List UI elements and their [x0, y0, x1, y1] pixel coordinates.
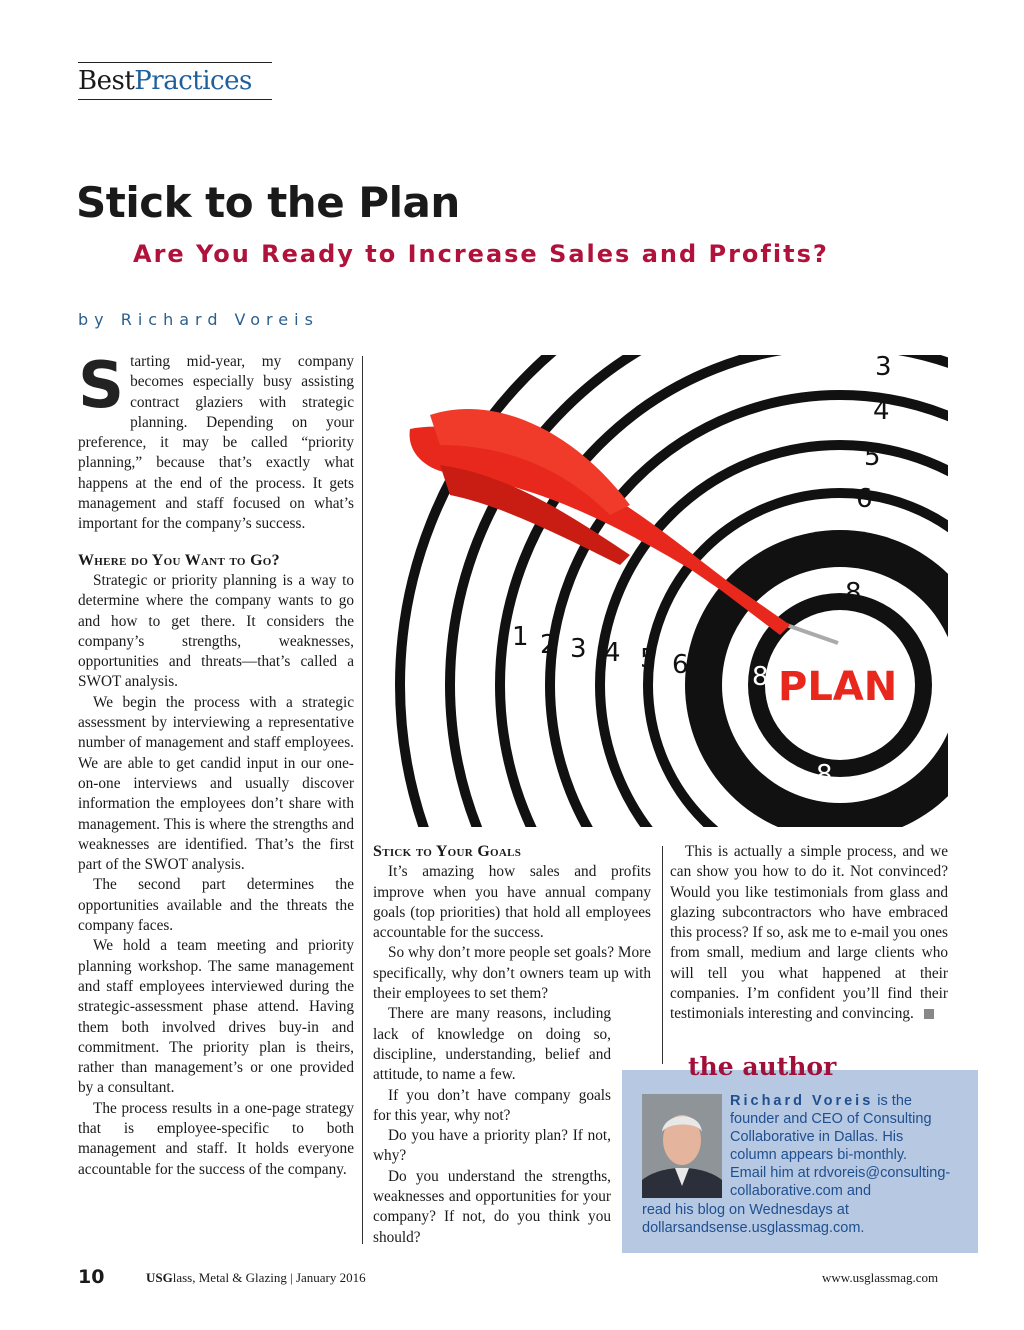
author-bio-line: founder and CEO of Consulting	[730, 1111, 932, 1127]
paragraph: There are many reasons, including lack of knowledge on doing so, discipline, understanding, belief and attitude, to name a few.	[373, 1005, 611, 1084]
author-blog-link[interactable]: dollarsandsense.usglassmag.com.	[642, 1220, 865, 1236]
svg-text:4: 4	[873, 396, 890, 426]
paragraph: This is actually a simple process, and we can show you how to do it. Not convinced? Would you like testimonials from glass and glazing subcontractors who have embraced this process? If so, ask me to e-mail you ones from small, medium and large clients who will tell you what happened at their companies. I’m confident you’ll find their testimonials interesting and convincing.	[670, 843, 948, 1023]
author-photo	[642, 1094, 722, 1198]
svg-text:7: 7	[810, 802, 827, 827]
svg-text:8: 8	[752, 662, 769, 692]
dartboard-photo	[370, 355, 948, 827]
column-3	[670, 842, 948, 1025]
paragraph: It’s amazing how sales and profits improve when you have annual company goals (top priorities) that hold all employees accountable for the success.	[373, 863, 651, 942]
paragraph: If you don’t have company goals for this year, why not?	[373, 1086, 611, 1124]
svg-text:3: 3	[570, 634, 587, 664]
author-box-heading: the author	[688, 1052, 837, 1081]
author-bio-line: read his blog on Wednesdays at	[642, 1202, 849, 1218]
author-email[interactable]: Email him at rdvoreis@consulting-	[730, 1165, 951, 1181]
section-heading: Where do You Want to Go?	[78, 551, 280, 569]
byline: by Richard Voreis	[78, 310, 319, 329]
svg-text:8: 8	[816, 760, 833, 790]
section-tag	[78, 62, 272, 100]
paragraph: Starting mid-year, my company becomes especially busy assisting contract glaziers with strategic planning. Depending on your preference, it may be called “priority planning,” because that’s exactly what happens at the end of the process. It gets management and staff focused on what’s important for the company’s success.	[78, 349, 354, 533]
plan-label: PLAN	[778, 664, 898, 710]
svg-text:6: 6	[672, 650, 689, 680]
paragraph: Strategic or priority planning is a way to determine where the company wants to go and how to get there. It considers the company’s strengths, weaknesses, opportunities and threats—that’s called a SWOT analysis.	[78, 571, 354, 691]
section-tag-best: Best	[78, 66, 135, 96]
column-divider	[662, 846, 663, 1064]
drop-cap: S	[78, 349, 125, 423]
svg-text:5: 5	[864, 442, 881, 472]
magazine-name: USGlass, Metal & Glazing | January 2016	[146, 1270, 366, 1285]
svg-text:7: 7	[848, 530, 865, 560]
svg-text:3: 3	[875, 355, 892, 382]
svg-text:6: 6	[856, 484, 873, 514]
paragraph: Do you have a priority plan? If not, why?	[373, 1127, 611, 1165]
svg-text:2: 2	[540, 630, 557, 660]
svg-text:8: 8	[845, 578, 862, 608]
article-title: Stick to the Plan	[76, 178, 460, 227]
author-bio-line: Collaborative in Dallas. His	[730, 1129, 904, 1145]
paragraph: The process results in a one-page strategy that is employee-specific to both management and staff. It holds everyone accountable for the success of the company.	[78, 1099, 354, 1178]
svg-text:7: 7	[708, 656, 725, 686]
paragraph: We hold a team meeting and priority planning workshop. The same management and staff employees interviewed during the strategic-assessment phase attend. Having them both involved drives buy-in and commitment. The priority plan is theirs, rather than management’s or one provided by a consultant.	[78, 937, 354, 1097]
author-bio-line: column appears bi-monthly.	[730, 1147, 908, 1163]
section-tag-practices: Practices	[134, 66, 252, 96]
dartboard-image	[370, 355, 948, 827]
column-1	[78, 349, 354, 1180]
article-subtitle: Are You Ready to Increase Sales and Profits?	[133, 240, 829, 268]
svg-text:5: 5	[640, 644, 657, 674]
author-name: Richard Voreis	[730, 1093, 874, 1109]
column-divider	[362, 356, 363, 1244]
page-number: 10	[78, 1266, 105, 1288]
svg-text:4: 4	[604, 638, 621, 668]
column-2	[373, 842, 651, 1248]
section-heading: Stick to Your Goals	[373, 843, 522, 860]
paragraph: Do you understand the strengths, weaknesses and opportunities for your company? If not, do you think you should?	[373, 1167, 611, 1246]
website-link[interactable]: www.usglassmag.com	[822, 1270, 939, 1285]
paragraph: So why don’t more people set goals? More specifically, why don’t owners team up with their employees to set them?	[373, 944, 651, 1003]
svg-text:1: 1	[512, 622, 529, 652]
author-bio-line: collaborative.com and	[730, 1183, 872, 1199]
end-mark-icon	[924, 1009, 934, 1019]
paragraph: We begin the process with a strategic assessment by interviewing a representative number of management and staff employees. We are able to get candid input in our one-on-one interviews and usually discover information the employees don’t share with management. This is where the strengths and weaknesses are identified. That’s the first part of the SWOT analysis.	[78, 693, 354, 874]
svg-text:8: 8	[916, 679, 933, 709]
paragraph: The second part determines the opportunities available and the threats the company faces.	[78, 876, 354, 935]
author-bio-line: Richard Voreis is the	[730, 1093, 912, 1109]
